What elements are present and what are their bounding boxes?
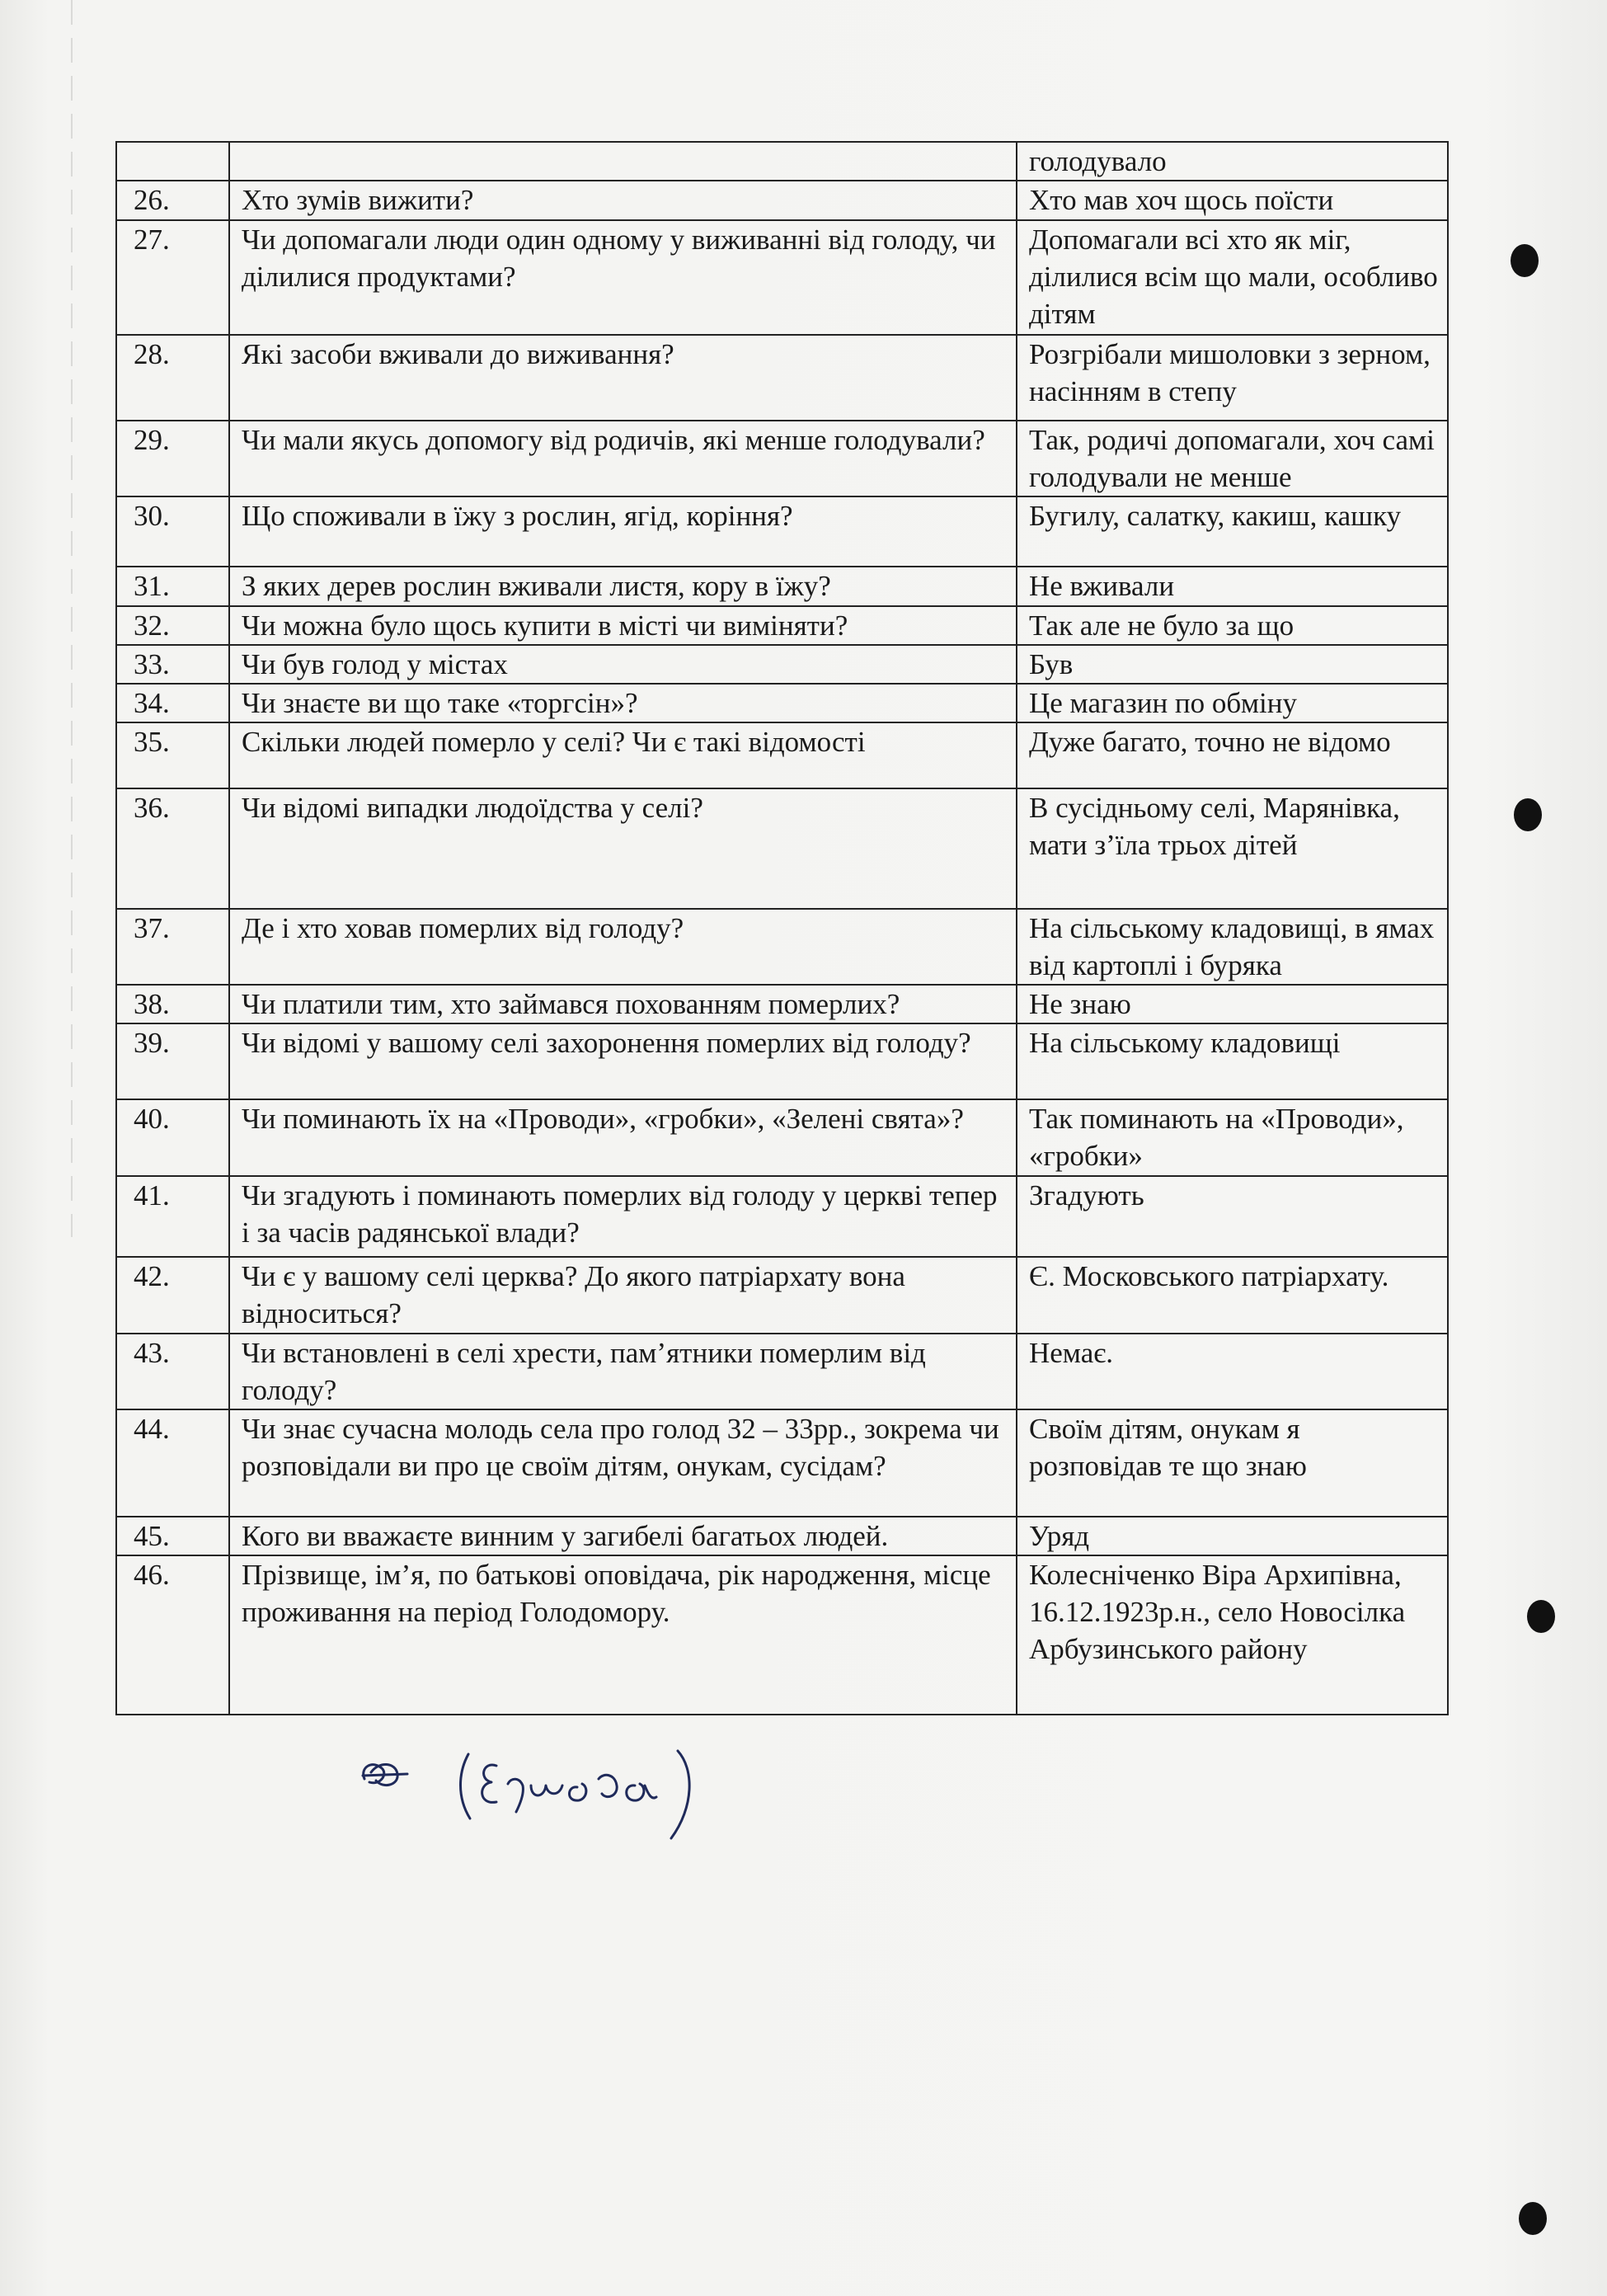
question-cell bbox=[229, 142, 1017, 181]
table-row bbox=[116, 1555, 1448, 1715]
answer-cell: В сусідньому селі, Марянівка, мати з’їла трьох дітей bbox=[1017, 788, 1448, 909]
row-number-cell: 33. bbox=[116, 645, 229, 684]
answer-cell: Немає. bbox=[1017, 1334, 1448, 1409]
answer-cell: На сільському кладовищі, в ямах від картоплі і буряка bbox=[1017, 909, 1448, 985]
punch-hole bbox=[1514, 798, 1542, 831]
answer-cell: Не знаю bbox=[1017, 985, 1448, 1023]
answer-cell: Розгрібали мишоловки з зерном, насінням в степу bbox=[1017, 335, 1448, 421]
table-row bbox=[116, 1099, 1448, 1176]
row-number-cell: 27. bbox=[116, 220, 229, 335]
row-number-cell: 34. bbox=[116, 684, 229, 722]
handwritten-signature bbox=[355, 1736, 742, 1843]
table-row bbox=[116, 567, 1448, 606]
question-cell: Чи знає сучасна молодь села про голод 32 – 33рр., зокрема чи розповідали ви про це своїм дітям, онукам, сусідам? bbox=[229, 1409, 1017, 1517]
table-row bbox=[116, 1334, 1448, 1409]
row-number-cell: 37. bbox=[116, 909, 229, 985]
paper-fold-line bbox=[71, 0, 73, 1237]
table-row bbox=[116, 985, 1448, 1023]
punch-hole bbox=[1511, 244, 1539, 277]
question-cell: Чи платили тим, хто займався похованням померлих? bbox=[229, 985, 1017, 1023]
question-cell: Прізвище, ім’я, по батькові оповідача, рік народження, місце проживання на період Голодомору. bbox=[229, 1555, 1017, 1715]
question-cell: Де і хто ховав померлих від голоду? bbox=[229, 909, 1017, 985]
row-number-cell: 43. bbox=[116, 1334, 229, 1409]
answer-cell: Хто мав хоч щось поїсти bbox=[1017, 181, 1448, 220]
row-number-cell: 46. bbox=[116, 1555, 229, 1715]
questionnaire-table-body bbox=[116, 142, 1448, 1715]
question-cell: Чи встановлені в селі хрести, пам’ятники померлим від голоду? bbox=[229, 1334, 1017, 1409]
answer-cell: Так але не було за що bbox=[1017, 606, 1448, 645]
table-row bbox=[116, 421, 1448, 496]
question-cell: Чи був голод у містах bbox=[229, 645, 1017, 684]
table-row bbox=[116, 1517, 1448, 1555]
question-cell: Чи мали якусь допомогу від родичів, які менше голодували? bbox=[229, 421, 1017, 496]
table-row bbox=[116, 220, 1448, 335]
answer-cell: Є. Московського патріархату. bbox=[1017, 1257, 1448, 1334]
answer-cell: Уряд bbox=[1017, 1517, 1448, 1555]
question-cell: З яких дерев рослин вживали листя, кору в їжу? bbox=[229, 567, 1017, 606]
answer-cell: На сільському кладовищі bbox=[1017, 1023, 1448, 1099]
row-number-cell: 41. bbox=[116, 1176, 229, 1257]
table-row bbox=[116, 909, 1448, 985]
table-row bbox=[116, 1409, 1448, 1517]
table-row bbox=[116, 142, 1448, 181]
question-cell: Чи відомі у вашому селі захоронення померлих від голоду? bbox=[229, 1023, 1017, 1099]
answer-cell: Своїм дітям, онукам я розповідав те що знаю bbox=[1017, 1409, 1448, 1517]
question-cell: Чи можна було щось купити в місті чи виміняти? bbox=[229, 606, 1017, 645]
answer-cell: Колесніченко Віра Архипівна, 16.12.1923р.н., село Новосілка Арбузинського району bbox=[1017, 1555, 1448, 1715]
table-row bbox=[116, 722, 1448, 788]
row-number-cell: 38. bbox=[116, 985, 229, 1023]
question-cell: Кого ви вважаєте винним у загибелі багатьох людей. bbox=[229, 1517, 1017, 1555]
question-cell: Чи знаєте ви що таке «торгсін»? bbox=[229, 684, 1017, 722]
table-row bbox=[116, 1023, 1448, 1099]
answer-cell: Був bbox=[1017, 645, 1448, 684]
table-row bbox=[116, 1257, 1448, 1334]
row-number-cell: 29. bbox=[116, 421, 229, 496]
answer-cell: Допомагали всі хто як міг, ділилися всім що мали, особливо дітям bbox=[1017, 220, 1448, 335]
question-cell: Чи поминають їх на «Проводи», «гробки», «Зелені свята»? bbox=[229, 1099, 1017, 1176]
row-number-cell: 40. bbox=[116, 1099, 229, 1176]
row-number-cell: 32. bbox=[116, 606, 229, 645]
answer-cell: Так, родичі допомагали, хоч самі голодували не менше bbox=[1017, 421, 1448, 496]
row-number-cell: 26. bbox=[116, 181, 229, 220]
row-number-cell: 35. bbox=[116, 722, 229, 788]
table-row bbox=[116, 684, 1448, 722]
answer-cell: Це магазин по обміну bbox=[1017, 684, 1448, 722]
punch-hole bbox=[1527, 1600, 1555, 1633]
questionnaire-table bbox=[115, 141, 1449, 1715]
row-number-cell: 44. bbox=[116, 1409, 229, 1517]
question-cell: Чи є у вашому селі церква? До якого патріархату вона відноситься? bbox=[229, 1257, 1017, 1334]
table-row bbox=[116, 335, 1448, 421]
row-number-cell: 31. bbox=[116, 567, 229, 606]
answer-cell: Згадують bbox=[1017, 1176, 1448, 1257]
question-cell: Чи відомі випадки людоїдства у селі? bbox=[229, 788, 1017, 909]
table-row bbox=[116, 606, 1448, 645]
table-row bbox=[116, 645, 1448, 684]
row-number-cell: 39. bbox=[116, 1023, 229, 1099]
row-number-cell: 36. bbox=[116, 788, 229, 909]
row-number-cell: 28. bbox=[116, 335, 229, 421]
answer-cell: Не вживали bbox=[1017, 567, 1448, 606]
table-row bbox=[116, 788, 1448, 909]
punch-hole bbox=[1519, 2202, 1547, 2235]
row-number-cell bbox=[116, 142, 229, 181]
answer-cell: Бугилу, салатку, какиш, кашку bbox=[1017, 496, 1448, 567]
table-row bbox=[116, 181, 1448, 220]
question-cell: Скільки людей померло у селі? Чи є такі відомості bbox=[229, 722, 1017, 788]
row-number-cell: 42. bbox=[116, 1257, 229, 1334]
row-number-cell: 30. bbox=[116, 496, 229, 567]
row-number-cell: 45. bbox=[116, 1517, 229, 1555]
answer-cell: голодувало bbox=[1017, 142, 1448, 181]
answer-cell: Дуже багато, точно не відомо bbox=[1017, 722, 1448, 788]
question-cell: Чи згадують і поминають померлих від голоду у церкві тепер і за часів радянської влади? bbox=[229, 1176, 1017, 1257]
question-cell: Хто зумів вижити? bbox=[229, 181, 1017, 220]
question-cell: Чи допомагали люди один одному у виживанні від голоду, чи ділилися продуктами? bbox=[229, 220, 1017, 335]
answer-cell: Так поминають на «Проводи», «гробки» bbox=[1017, 1099, 1448, 1176]
question-cell: Що споживали в їжу з рослин, ягід, коріння? bbox=[229, 496, 1017, 567]
table-row bbox=[116, 1176, 1448, 1257]
question-cell: Які засоби вживали до виживання? bbox=[229, 335, 1017, 421]
table-row bbox=[116, 496, 1448, 567]
